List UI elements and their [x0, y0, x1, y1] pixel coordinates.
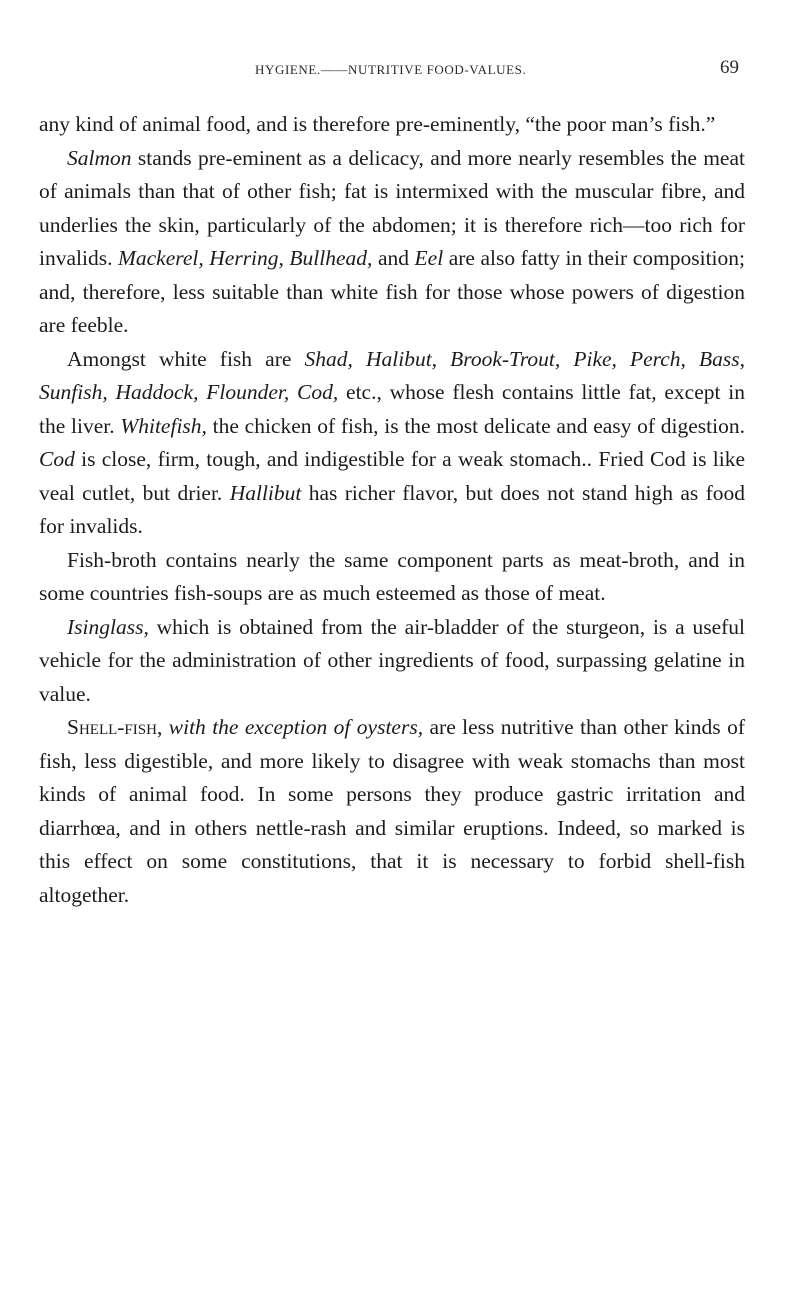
italic-term: Eel [414, 246, 444, 270]
text-run: stands pre-eminent as a delicacy, and more nearly resembles the meat of animals than that of other fish; fat is intermixed with the muscular fibre, and underlies the skin, particularly of the abdomen; it is therefore rich—too rich for invalids. [39, 145, 745, 270]
paragraph-continuation [39, 108, 745, 142]
text-run: are also fatty in their composition; and, therefore, less suitable than white fish for those whose powers of digestion are feeble. [39, 246, 745, 337]
italic-term: Cod [39, 447, 75, 471]
text-run: is close, firm, tough, and indigestible for a weak stomach.. Fried Cod is like veal cutlet, but drier. [39, 447, 745, 505]
text-run: Amongst white fish are [67, 346, 305, 371]
text-run: the chicken of fish, is the most delicate and easy of digestion. [206, 413, 745, 438]
running-head: HYGIENE.——NUTRITIVE FOOD-VALUES. [255, 62, 527, 77]
text-run: are less nutritive than other kinds of fish, less digestible, and more likely to disagree with weak stomachs than most kinds of animal food. In some persons they produce gastric irritation and diarrhœa, and in others nettle-rash and similar eruptions. Indeed, so marked is this effect on some constitutions, that it is necessary to forbid shell-fish altogether. [39, 715, 745, 907]
italic-term: Shad, Halibut, Brook-Trout, Pike, Perch, Bass, Sunfish, Haddock, Flounder, Cod, [39, 346, 745, 404]
paragraph-shell-fish [39, 711, 745, 912]
body-text [39, 108, 745, 912]
text-run: has richer flavor, but does not stand high as food for invalids. [39, 480, 746, 538]
text-run: Fish-broth contains nearly the same component parts as meat-broth, and in some countries fish-soups are as much esteemed as those of meat. [39, 547, 745, 605]
paragraph-white-fish [39, 343, 745, 544]
small-caps-term: Shell-fish, [67, 715, 163, 739]
italic-term: Whitefish, [120, 413, 207, 438]
text-run: which is obtained from the air-bladder of the sturgeon, is a useful vehicle for the administration of other ingredients of food, surpassing gelatine in value. [39, 614, 745, 706]
italic-term: with the exception of oysters, [168, 715, 424, 739]
paragraph-fish-broth [39, 544, 745, 611]
italic-term: Salmon [67, 145, 132, 170]
paragraph-salmon [39, 142, 745, 343]
italic-term: Hallibut [229, 480, 302, 505]
paragraph-isinglass [39, 611, 745, 712]
text-run: any kind of animal food, and is therefore pre-eminently, “the poor man’s fish.” [39, 112, 716, 136]
text-run: and [372, 246, 415, 270]
page-number: 69 [720, 57, 739, 78]
italic-term: Isinglass, [67, 614, 149, 639]
text-run: etc., whose flesh contains little fat, except in the liver. [39, 380, 745, 438]
italic-term: Mackerel, Herring, Bullhead, [117, 246, 373, 270]
